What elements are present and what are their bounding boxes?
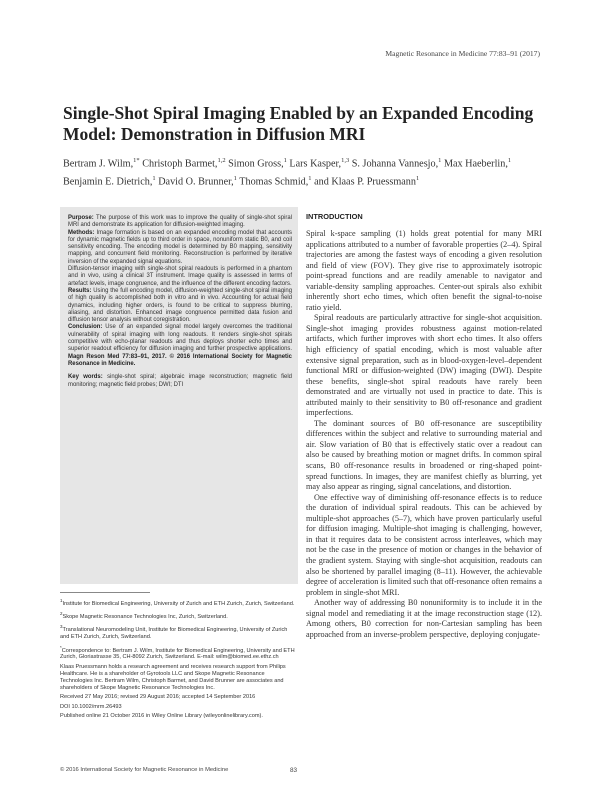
abstract-purpose: Purpose: The purpose of this work was to improve the quality of single-shot spiral MRI and demonstrate its application for diffusion-weighted imaging. (68, 215, 292, 229)
footnote-marker: 2 (60, 611, 63, 617)
author-affiliation-marker: 1 (283, 157, 287, 164)
author-affiliation-marker: 1* (133, 157, 140, 164)
abstract-results: Results: Using the full encoding model, diffusion-weighted single-shot spiral imaging of high quality is accomplished both in vitro and in vivo. Accounting for actual field dynamics, including higher orders, is found to be critical to suppress blurring, aliasing, and distortion. Enhanced image congruence permitted data fusion and diffusion tensor analysis without coregistration. (68, 287, 292, 324)
author-name: David O. Brunner, (158, 176, 234, 188)
footnote: DOI 10.1002/mrm.26493 (60, 703, 122, 710)
author-name: Benjamin E. Dietrich, (63, 176, 153, 188)
author-name: Thomas Schmid, (239, 176, 309, 188)
abstract-methods-2: Diffusion-tensor imaging with single-shot spiral readouts is performed in a phantom and in vivo, using a clinical 3T instrument. Image quality is assessed in terms of artefact levels, image congruence, and the influence of the different encoding factors. (68, 266, 292, 287)
abstract-conclusion: Conclusion: Use of an expanded signal model largely overcomes the traditional vulnerability of spiral imaging with long readouts. It renders single-shot spirals competitive with echo-planar readouts and thus deploys shorter echo times and superior readout efficiency for diffusion imaging and further prospective applications. Magn Reson Med 77:83–91, 2017. © 2016 International Society for Magnetic Resonance in Medicine. (68, 324, 292, 367)
author-name: Simon Gross, (228, 158, 284, 170)
footnote: $^1$Institute for Biomedical Engineering, University of Zurich and ETH Zurich, Zurich, Switzerland. (60, 598, 295, 607)
author-affiliation-marker: 1 (308, 174, 312, 182)
author-affiliation-marker: 1,3 (341, 157, 350, 164)
abstract-methods: Methods: Image formation is based on an expanded encoding model that accounts for dynamic magnetic fields up to third order in space, nonuniform static B0, and coil sensitivity encoding. The encoding model is determined by B0 mapping, sensitivity mapping, and concurrent field monitoring. Reconstruction is performed by iterative inversion of the expanded signal equations. (68, 229, 292, 265)
footnote-marker: 1 (60, 598, 63, 603)
body-paragraph: One effective way of diminishing off-resonance effects is to reduce the duration of individual spiral readouts. This can be achieved by multiple-shot approaches (5–7), which have proven particularly useful for diffusion imaging. Multiple-shot imaging is challenging, however, in that it requires data to be consistent across interleaves, which may not be the case in the presence of motion or changes in the behavior of the gradient system. Staying with single-shot acquisition, readouts can also be shortened by parallel imaging (8–11). However, the achievable degree of acceleration is limited such that off-resonance often remains a problem in single-shot MRI. (306, 492, 542, 597)
running-head: Magnetic Resonance in Medicine 77:83–91 (2017) (385, 49, 540, 58)
author-name: Lars Kasper, (289, 158, 342, 170)
article-title: Single-Shot Spiral Imaging Enabled by an Expanded Encoding Model: Demonstration in Diffusion MRI (63, 103, 534, 144)
footnote: Published online 21 October 2016 in Wiley Online Library (wileyonlinelibrary.com). (60, 712, 263, 719)
footnote-marker: 3 (60, 624, 63, 630)
footnote: Received 27 May 2016; revised 29 August 2016; accepted 14 September 2016 (60, 694, 256, 701)
intro-body (306, 229, 542, 640)
page-number: 83 (290, 767, 298, 774)
author-name: Bertram J. Wilm, (63, 158, 134, 170)
footnote: $^3$Translational Neuromodeling Unit, Institute for Biomedical Engineering, University of Zurich and ETH Zurich, Zurich, Switzerland. (60, 624, 288, 641)
copyright-line: © 2016 International Society for Magnetic Resonance in Medicine (60, 767, 229, 773)
footnote: *Correspondence to: Bertram J. Wilm, Institute for Biomedical Engineering, University and ETH Zurich, Gloriastrasse 35, CH-8092 Zurich, Switzerland. E-mail: wilm@biomed.ee.ethz.ch (60, 644, 295, 661)
abstract-box (60, 207, 298, 584)
footnotes (60, 597, 298, 722)
footnote: $^2$Skope Magnetic Resonance Technologies Inc, Zurich, Switzerland. (60, 611, 228, 620)
footnote-marker: * (60, 644, 62, 650)
body-paragraph: The dominant sources of B0 off-resonance are susceptibility differences within the subject and relative to surrounding material and air. Slow variation of B0 that is effectively static over a readout can also be caused by breathing motion or magnet drifts. In common spiral scans, B0 off-resonance results in broadened or ring-shaped point-spread functions. In images, they are manifest chiefly as blurring, yet may also appear as ringing, signal cancelations, and distortion. (306, 418, 542, 492)
abstract-keywords: Key words: single-shot spiral; algebraic image reconstruction; magnetic field monitoring; magnetic field probes; DWI; DTI (68, 374, 292, 388)
section-heading-introduction: INTRODUCTION (306, 212, 363, 221)
author-affiliation-marker: 1 (507, 157, 512, 164)
author-affiliation-marker: 1,2 (217, 157, 226, 164)
footnote: Klaas Pruessmann holds a research agreement and receives research support from Philips Healthcare. He is a shareholder of Gyrotools LLC and Skope Magnetic Resonance Technologies Inc. Bertram Wilm, Christoph Barmet, and David Brunner are associates and shareholders of Skope Magnetic Resonance Technologies Inc. (60, 663, 286, 692)
author-affiliation-marker: 1 (233, 174, 237, 182)
footnote-divider (60, 592, 150, 593)
author-affiliation-marker: 1 (415, 174, 420, 182)
author-name: S. Johanna Vannesjo, (351, 158, 439, 170)
body-paragraph: Another way of addressing B0 nonuniformity is to include it in the signal model and remediating it at the image reconstruction stage (12). Among others, B0 correction for non-Cartesian sampling has been approached from an inverse-problem perspective, deploying conjugate- (306, 598, 542, 639)
author-name: and Klaas P. Pruessmann (314, 176, 416, 188)
author-affiliation-marker: 1 (438, 157, 442, 164)
author-affiliation-marker: 1 (152, 174, 156, 182)
body-paragraph: Spiral k-space sampling (1) holds great potential for many MRI applications attributed to a number of favorable properties (2–4). Spiral trajectories are among the fastest ways of encoding a given resolution and field of view (FOV). They give rise to approximately isotropic point-spread functions and are readily amenable to navigator and variable-density sampling approaches. Center-out spirals also exhibit inherently short echo times, which often benefit the signal-to-noise ratio yield. (306, 229, 542, 312)
author-name: Max Haeberlin, (443, 158, 508, 170)
author-name: Christoph Barmet, (142, 158, 218, 170)
introduction-column (306, 212, 542, 640)
author-list (63, 154, 543, 190)
body-paragraph: Spiral readouts are particularly attractive for single-shot acquisition. Single-shot imaging provides robustness against motion-related artifacts, which further improves with short echo times. It also offers high efficiency of spatial encoding, which is most valuable after extensive signal preparation, such as in blood-oxygen-level–dependent functional MRI or diffusion-weighted (DW) imaging (DWI). Despite these benefits, single-shot spiral readouts have rarely been demonstrated and are virtually not used in practice to date. This is attributed mainly to their sensitivity to B0 off-resonance and gradient imperfections. (306, 313, 542, 418)
